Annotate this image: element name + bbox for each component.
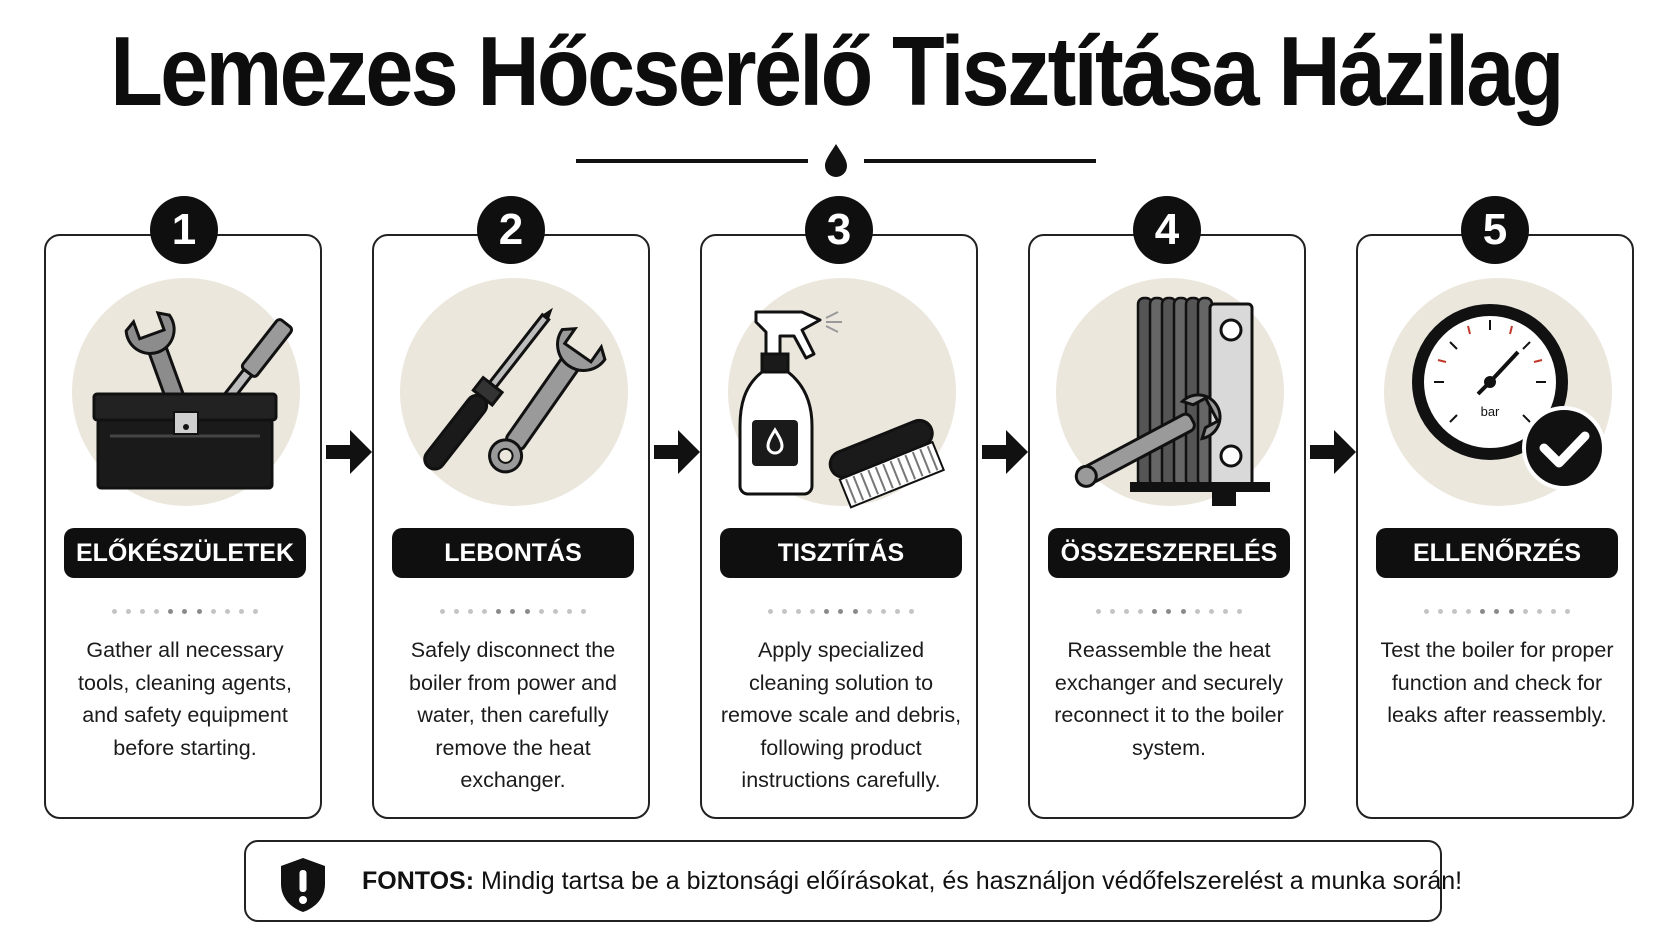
water-drop-icon xyxy=(825,144,847,177)
arrow-right-icon xyxy=(1308,428,1358,476)
step-label-2: LEBONTÁS xyxy=(392,528,634,578)
gauge-unit-label: bar xyxy=(1480,404,1500,419)
step-number-3: 3 xyxy=(805,196,873,264)
arrow-right-icon xyxy=(324,428,374,476)
step-description-2: Safely disconnect the boiler from power and water, then carefully remove the heat exchanger. xyxy=(409,638,617,792)
shield-exclamation-icon xyxy=(278,856,328,914)
page-title: Lemezes Hőcserélő Tisztítása Házilag xyxy=(110,16,1562,126)
step-description-3: Apply specialized cleaning solution to remove scale and debris, following product instructions carefully. xyxy=(720,638,962,792)
notice-message: Mindig tartsa be a biztonsági előírásokat, és használjon védőfelszerelést a munka során! xyxy=(474,867,1463,895)
arrow-right-icon xyxy=(980,428,1030,476)
step-card-1 xyxy=(44,234,322,819)
step-description-4: Reassemble the heat exchanger and securely reconnect it to the boiler system. xyxy=(1054,638,1284,760)
step-description-5: Test the boiler for proper function and check for leaks after reassembly. xyxy=(1380,638,1614,727)
heat-exchanger-wrench-icon xyxy=(1050,276,1288,516)
dot-separator xyxy=(1096,606,1242,616)
step-card-5 xyxy=(1356,234,1634,819)
step-label-1: ELŐKÉSZÜLETEK xyxy=(64,528,306,578)
arrow-right-icon xyxy=(652,428,702,476)
spray-bottle-brush-icon xyxy=(722,276,960,516)
dot-separator xyxy=(112,606,258,616)
step-card-3 xyxy=(700,234,978,819)
step-number-5: 5 xyxy=(1461,196,1529,264)
step-label-3: TISZTÍTÁS xyxy=(720,528,962,578)
pressure-gauge-check-icon xyxy=(1378,276,1616,516)
dot-separator xyxy=(1424,606,1570,616)
safety-notice xyxy=(244,840,1463,922)
step-card-4 xyxy=(1028,234,1306,819)
title-divider xyxy=(576,140,1096,180)
notice-prefix: FONTOS: xyxy=(362,867,475,895)
step-number-1: 1 xyxy=(150,196,218,264)
step-card-2 xyxy=(372,234,650,819)
step-number-4: 4 xyxy=(1133,196,1201,264)
dot-separator xyxy=(440,606,586,616)
step-label-4: ÖSSZESZERELÉS xyxy=(1048,528,1290,578)
dot-separator xyxy=(768,606,914,616)
step-label-5: ELLENŐRZÉS xyxy=(1376,528,1618,578)
toolbox-icon xyxy=(66,276,304,516)
notice-text xyxy=(362,842,1462,920)
step-description-1: Gather all necessary tools, cleaning agents, and safety equipment before starting. xyxy=(78,638,292,760)
screwdriver-wrench-icon xyxy=(394,276,632,516)
step-number-2: 2 xyxy=(477,196,545,264)
